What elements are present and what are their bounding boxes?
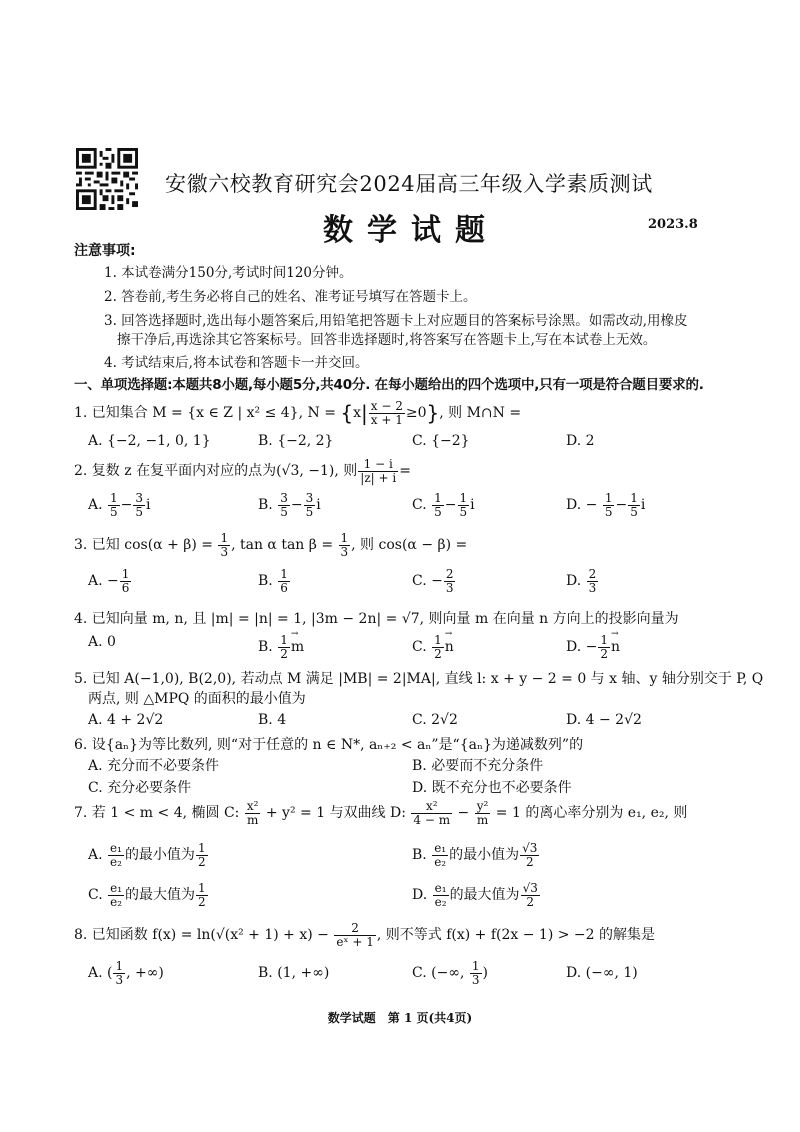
option-a: A. $\frac{1}{5}$ − $\frac{3}{5}$ i <box>88 491 151 519</box>
option-b: B. 必要而不充分条件 <box>412 758 544 774</box>
option-c: C. 2√2 <box>412 712 458 728</box>
question-1-stem <box>74 400 521 426</box>
notice-item: 擦干净后,再选涂其它答案标号。回答非选择题时,将答案写在答题卡上,写在本试卷上无效。 <box>117 332 657 348</box>
question-4-stem: 4. 已知向量 m, n, 且 |m| = |n| = 1, |3m − 2n| = √7, 则向量 m 在向量 n 方向上的投影向量为 <box>74 611 679 627</box>
option-d: D. 既不充分也不必要条件 <box>412 780 572 796</box>
option-b: B. 4 <box>258 712 287 728</box>
stem-text: , 则 M∩N = <box>439 405 522 422</box>
option-d: D. − $\frac{1}{2}$ → n <box>566 634 620 660</box>
option-d: D. (−∞, 1) <box>566 965 638 981</box>
notice-heading: 注意事项: <box>74 243 136 259</box>
option-c: C. − $\frac{2}{3}$ <box>412 567 454 595</box>
question-5-stem-line2: 两点, 则 △MPQ 的面积的最小值为 <box>88 691 306 707</box>
notice-item: 3. 回答选择题时,选出每小题答案后,用铅笔把答题卡上对应题目的答案标号涂黑。如需改动,用橡皮 <box>104 313 688 329</box>
option-c: C. $\frac{\text{e₁}}{\text{e₂}}$ 的最大值为 $\frac{1}{2}$ <box>88 881 206 909</box>
question-6-stem: 6. 设{aₙ}为等比数列, 则“对于任意的 n ∈ N*, aₙ₊₂ < aₙ”是“{aₙ}为递减数列”的 <box>74 737 584 753</box>
brace: } <box>426 401 440 426</box>
brace: { <box>340 401 354 426</box>
option-c: C. 充分必要条件 <box>88 780 192 796</box>
option-b: B. $\frac{\text{e₁}}{\text{e₂}}$ 的最小值为 $\frac{√3}{2}$ <box>412 841 538 869</box>
option-b: B. {−2, 2} <box>258 433 334 449</box>
qr-code <box>76 148 138 210</box>
option-d: D. 2 <box>566 433 595 449</box>
option-b: B. $\frac{3}{5}$ − $\frac{3}{5}$ i <box>258 491 321 519</box>
option-b: B. $\frac{1}{2}$ → m <box>258 634 304 660</box>
option-a: A. 0 <box>88 634 116 650</box>
option-c: C. (−∞, $\frac{1}{3}$ ) <box>412 959 488 987</box>
option-b: B. (1, +∞) <box>258 965 330 981</box>
question-5-stem: 5. 已知 A(−1,0), B(2,0), 若动点 M 满足 |MB| = 2|MA|, 直线 l: x + y − 2 = 0 与 x 轴、y 轴分别交于 P, Q <box>74 671 764 687</box>
fraction: $\frac{1 - i}{|z| + i}$ <box>360 457 397 485</box>
exam-date: 2023.8 <box>648 217 698 232</box>
option-b: B. $\frac{1}{6}$ <box>258 567 288 595</box>
option-d: D. $\frac{2}{3}$ <box>566 567 597 595</box>
notice-item: 2. 答卷前,考生务必将自己的姓名、准考证号填写在答题卡上。 <box>104 289 477 305</box>
fraction: $\frac{x - 2}{x + 1}$ <box>370 399 403 427</box>
notice-item: 4. 考试结束后,将本试卷和答题卡一并交回。 <box>104 355 369 371</box>
option-a: A. − $\frac{1}{6}$ <box>88 567 130 595</box>
option-c: C. {−2} <box>412 433 470 449</box>
option-a: A. $\frac{\text{e₁}}{\text{e₂}}$ 的最小值为 $\frac{1}{2}$ <box>88 841 206 869</box>
option-a: A. {−2, −1, 0, 1} <box>88 433 211 449</box>
question-7-stem: 7. 若 1 < m < 4, 椭圆 C: $\frac{\text{x²}}{m}$ + y² = 1 与双曲线 D: $\frac{\text{x²}}{4 - m}$ − $\frac{\text{y²}}{m}$ = 1 的离心率分别为 e₁, e₂, 则 <box>74 799 688 827</box>
question-2-stem <box>74 458 411 484</box>
stem-text: ≥0 <box>405 405 427 422</box>
exam-title: 安徽六校教育研究会2024届高三年级入学素质测试 <box>165 172 653 196</box>
subject-title: 数学试题 <box>323 213 499 248</box>
stem-text: 1. 已知集合 M = {x ∈ Z | x² ≤ 4}, N = <box>74 405 341 422</box>
option-a: A. 充分而不必要条件 <box>88 758 220 774</box>
bar: | <box>361 401 368 426</box>
option-d: D. 4 − 2√2 <box>566 712 642 728</box>
option-a: A. 4 + 2√2 <box>88 712 164 728</box>
option-a: A. ( $\frac{1}{3}$ , +∞) <box>88 959 164 987</box>
stem-text: x <box>353 405 362 422</box>
option-c: C. $\frac{1}{2}$ → n <box>412 634 454 660</box>
page-footer: 数学试题 第 1 页(共4页) <box>327 1011 473 1025</box>
option-c: C. $\frac{1}{5}$ − $\frac{1}{5}$ i <box>412 491 475 519</box>
option-d: D. $\frac{\text{e₁}}{\text{e₂}}$ 的最大值为 $\frac{√3}{2}$ <box>412 881 538 909</box>
question-3-stem: 3. 已知 cos(α + β) = $\frac{1}{3}$ , tan α tan β = $\frac{1}{3}$ , 则 cos(α − β) = <box>74 531 468 559</box>
section-title: 一、单项选择题:本题共8小题,每小题5分,共40分. 在每小题给出的四个选项中,只有一项是符合题目要求的. <box>74 377 704 393</box>
stem-text: 2. 复数 z 在复平面内对应的点为(√3, −1), 则 <box>74 463 358 480</box>
question-8-stem: 8. 已知函数 f(x) = ln(√(x² + 1) + x) − $\frac{2}{\text{eˣ + 1}}$ , 则不等式 f(x) + f(2x − 1) > −2 的解集是 <box>74 921 656 949</box>
notice-item: 1. 本试卷满分150分,考试时间120分钟。 <box>104 265 353 281</box>
option-d: D. − $\frac{1}{5}$ − $\frac{1}{5}$ i <box>566 491 646 519</box>
stem-text: = <box>399 463 411 480</box>
